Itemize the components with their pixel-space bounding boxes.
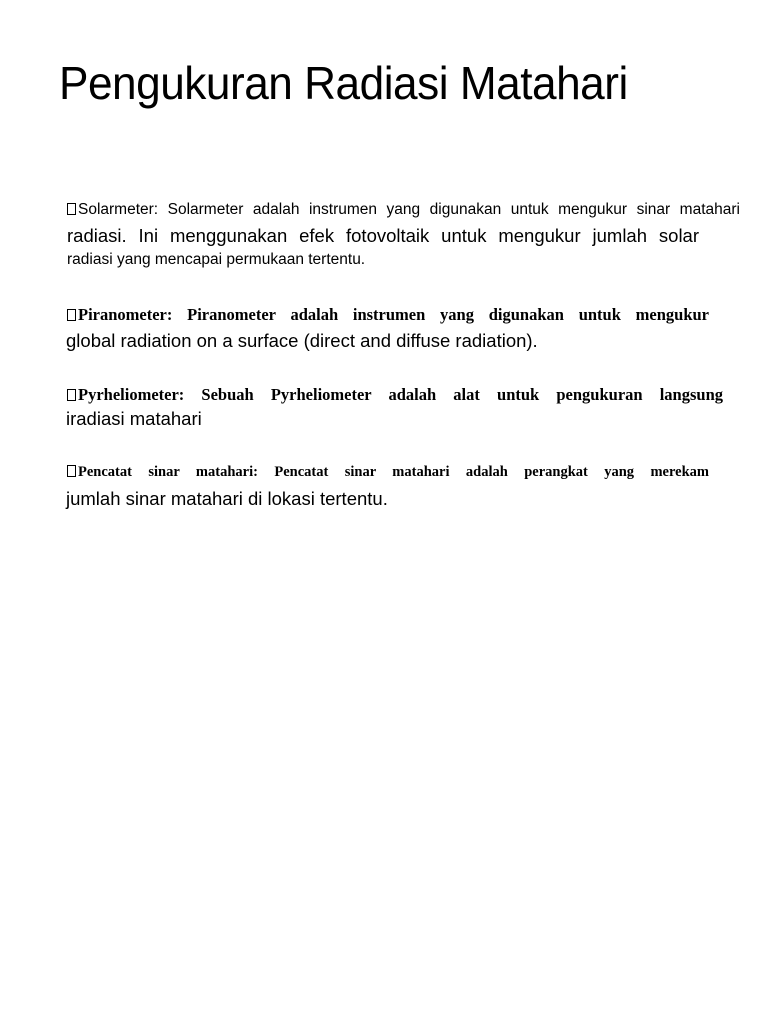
pencatat-line-1-text: Pencatat sinar matahari: Pencatat sinar matahari adalah perangkat yang merekam	[78, 464, 709, 480]
page-title: Pengukuran Radiasi Matahari	[59, 57, 628, 109]
pyrheliometer-line-1	[67, 385, 723, 405]
pencatat-line-1	[67, 464, 709, 481]
solarmeter-line-1-text: Solarmeter: Solarmeter adalah instrumen yang digunakan untuk mengukur sinar matahari	[78, 201, 740, 218]
missing-glyph-bullet-icon	[67, 309, 76, 321]
missing-glyph-bullet-icon	[67, 203, 76, 215]
piranometer-line-2: global radiation on a surface (direct and diffuse radiation).	[66, 330, 538, 351]
pyrheliometer-line-1-text: Pyrheliometer: Sebuah Pyrheliometer adalah alat untuk pengukuran langsung	[78, 385, 723, 404]
missing-glyph-bullet-icon	[67, 465, 76, 477]
pyrheliometer-line-2: iradiasi matahari	[66, 408, 202, 429]
solarmeter-line-2: radiasi. Ini menggunakan efek fotovoltaik untuk mengukur jumlah solar	[67, 225, 699, 246]
pencatat-line-2: jumlah sinar matahari di lokasi tertentu.	[66, 488, 388, 509]
solarmeter-line-3: radiasi yang mencapai permukaan tertentu.	[67, 251, 366, 268]
piranometer-line-1-text: Piranometer: Piranometer adalah instrumen yang digunakan untuk mengukur	[78, 305, 709, 324]
missing-glyph-bullet-icon	[67, 389, 76, 401]
solarmeter-line-1	[67, 201, 740, 219]
piranometer-line-1	[67, 305, 709, 325]
